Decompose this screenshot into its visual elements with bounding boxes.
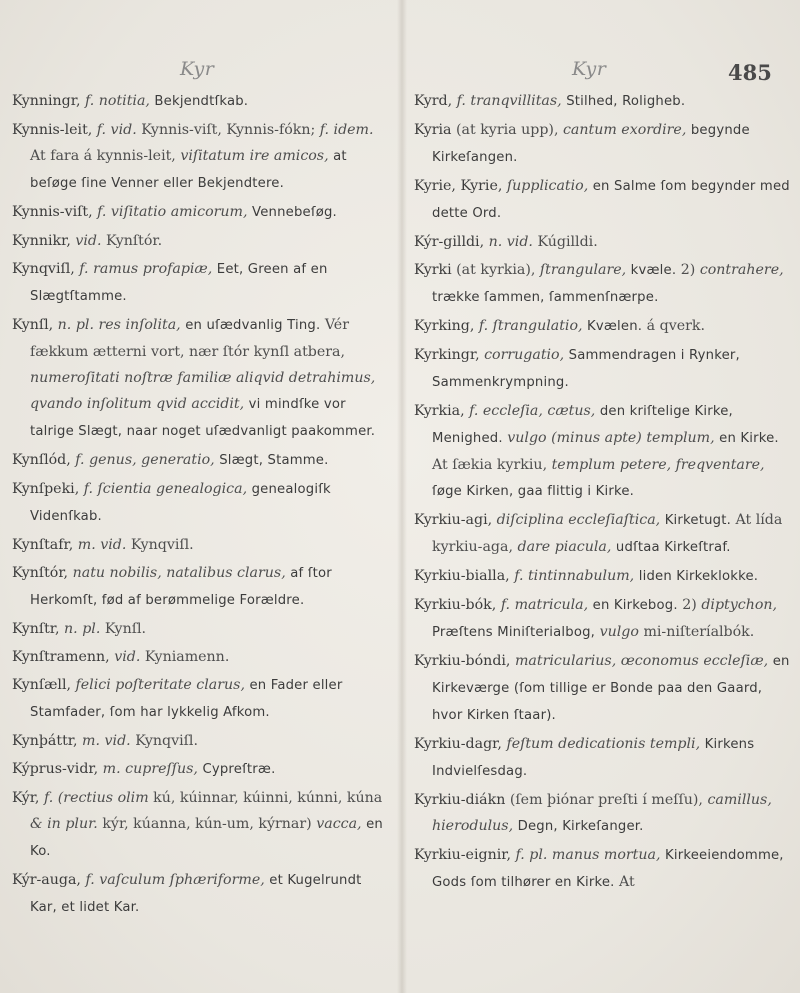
latin-gloss: eccleſia, cætus,: [482, 403, 596, 419]
latin-gloss: (rectius olim: [57, 790, 149, 806]
dictionary-entry: [12, 867, 390, 921]
dictionary-entry: [414, 842, 794, 896]
danish-gloss: en Kirke.: [719, 431, 779, 446]
dictionary-entry: [12, 117, 390, 197]
dictionary-entry: [12, 447, 390, 474]
headword: Kynningr,: [12, 93, 81, 109]
running-head-right: Kyr: [572, 58, 607, 80]
icelandic-text: (at kyria upp),: [456, 122, 559, 138]
icelandic-text: At fara á kynnis-leit,: [30, 148, 176, 164]
headword: Kynſtr,: [12, 621, 60, 637]
grammar-label: f.: [85, 93, 95, 109]
headword: Kyrd,: [414, 93, 453, 109]
latin-gloss: ſtrangulatio,: [492, 318, 583, 334]
danish-gloss: en uſædvanlig Ting.: [185, 318, 321, 333]
cross-reference: Kynqviſl.: [130, 537, 194, 553]
dictionary-entry: [414, 229, 794, 255]
dictionary-entry: [12, 532, 390, 558]
headword: Kyrie, Kyrie,: [414, 178, 503, 194]
latin-gloss: diſciplina eccleſiaſtica,: [496, 512, 661, 528]
dictionary-entry: [414, 398, 794, 505]
headword: Kyrkiu-bóndi,: [414, 653, 511, 669]
grammar-label: f.: [79, 261, 89, 277]
danish-gloss: en Kirkebog.: [592, 598, 678, 613]
icelandic-text: At ſækia kyrkiu,: [432, 457, 548, 473]
running-head-left: Kyr: [180, 58, 215, 80]
danish-gloss: trække ſammen, ſammenſnærpe.: [432, 290, 659, 305]
headword: Kýr-auga,: [12, 872, 81, 888]
grammar-label: f.: [478, 318, 489, 334]
dictionary-entry: [12, 228, 390, 254]
danish-gloss: Kirkens Indvielſesdag.: [432, 737, 755, 779]
dictionary-entry: [414, 313, 794, 340]
grammar-label: f. pl.: [515, 847, 548, 863]
danish-gloss: af ſtor Herkomſt, fød af berømmelige Forældre.: [30, 566, 332, 608]
headword: Kynſlód,: [12, 452, 71, 468]
danish-gloss: Degn, Kirkeſanger.: [517, 819, 644, 834]
dictionary-entry: [414, 592, 794, 646]
latin-gloss: matricula,: [514, 597, 589, 613]
latin-gloss: diptychon,: [701, 597, 778, 613]
danish-gloss: Cypreſtræ.: [202, 762, 276, 777]
headword: Kynſpeki,: [12, 481, 80, 497]
page-gutter: [397, 0, 407, 993]
danish-gloss: Stilhed, Roligheb.: [566, 94, 686, 109]
latin-gloss: ſupplicatio,: [506, 178, 589, 194]
danish-gloss: Vennebeſøg.: [252, 205, 337, 220]
danish-gloss: Kvælen.: [587, 319, 643, 334]
dictionary-entry: [12, 728, 390, 754]
dictionary-entry: [414, 88, 794, 115]
headword: Kynſtór,: [12, 565, 69, 581]
headword: Kyrkiu-diákn: [414, 792, 506, 808]
grammar-label: m. vid.: [77, 537, 127, 553]
danish-gloss: kvæle.: [630, 263, 677, 278]
headword: Kyrki: [414, 262, 452, 278]
grammar-label: vid.: [75, 233, 102, 249]
latin-gloss: corrugatio,: [484, 347, 565, 363]
latin-gloss: manus mortua,: [551, 847, 661, 863]
sense-number: 2): [682, 597, 697, 613]
left-column: [12, 88, 390, 923]
cross-reference: Kynnis-viſt, Kynnis-fókn;: [141, 122, 316, 138]
cross-reference: Kynſtór.: [106, 233, 163, 249]
icelandic-text: At lída kyrkiu-aga,: [432, 512, 783, 555]
danish-gloss: Kirkeeiendomme, Gods ſom tilhører en Kirke.: [432, 848, 784, 890]
latin-gloss: matricularius, œconomus eccleſiæ,: [514, 653, 769, 669]
grammar-label: f.: [469, 403, 479, 419]
danish-gloss: en Ko.: [30, 817, 383, 859]
latin-gloss: notitia,: [98, 93, 150, 109]
grammar-label: m. vid.: [82, 733, 131, 749]
headword: Kynnikr,: [12, 233, 71, 249]
right-column: [414, 88, 794, 898]
icelandic-text: kýr, kúanna, kún-um, kýrnar): [102, 816, 312, 832]
grammar-label: & in plur.: [30, 816, 98, 832]
icelandic-text: mi-niſteríalbók.: [643, 624, 755, 640]
headword: Kynſl,: [12, 317, 54, 333]
latin-gloss: cantum exordire,: [562, 122, 687, 138]
dictionary-entry: [414, 648, 794, 729]
danish-gloss: Præſtens Miniſterialbog,: [432, 625, 596, 640]
headword: Kyrkingr,: [414, 347, 480, 363]
dictionary-entry: [12, 199, 390, 226]
cross-reference: Kúgilldi.: [537, 234, 598, 250]
grammar-label: f. vid.: [96, 122, 137, 138]
latin-gloss: dare piacula,: [517, 539, 612, 555]
danish-gloss: vi mindſke vor talrige Slægt, naar noget uſædvanligt paakommer.: [30, 397, 376, 439]
danish-gloss: Sammendragen i Rynker, Sammenkrympning.: [432, 348, 740, 390]
latin-gloss: vulgo: [599, 624, 639, 640]
latin-gloss: ſcientia genealogica,: [97, 481, 248, 497]
dictionary-entry: [12, 312, 390, 445]
headword: Kýr-gilldi,: [414, 234, 485, 250]
grammar-label: f.: [83, 481, 93, 497]
danish-gloss: en Salme ſom begynder med dette Ord.: [432, 179, 790, 221]
headword: Kyrkiu-bók,: [414, 597, 497, 613]
grammar-label: vid.: [114, 649, 141, 665]
headword: Kynſtramenn,: [12, 649, 110, 665]
dictionary-entry: [12, 785, 390, 865]
icelandic-text: á qverk.: [646, 318, 706, 334]
cross-reference: Kynqviſl.: [135, 733, 198, 749]
icelandic-text: kú, kúinnar, kúinni, kúnni, kúna: [153, 790, 383, 806]
danish-gloss: genealogiſk Videnſkab.: [30, 482, 331, 524]
latin-gloss: natu nobilis, natalibus clarus,: [72, 565, 286, 581]
page-number: 485: [728, 60, 772, 85]
headword: Kýr,: [12, 790, 40, 806]
latin-gloss: vulgo (minus apte) templum,: [507, 430, 715, 446]
headword: Kynþáttr,: [12, 733, 78, 749]
cross-reference: Kynſl.: [104, 621, 147, 637]
latin-gloss: vaſculum ſphæriforme,: [99, 872, 265, 888]
latin-gloss: viſitatio amicorum,: [110, 204, 248, 220]
danish-gloss: den kriſtelige Kirke, Menighed.: [432, 404, 733, 446]
grammar-label: n. vid.: [488, 234, 533, 250]
latin-gloss: camillus, hierodulus,: [432, 792, 772, 834]
latin-gloss: templum petere, freqventare,: [551, 457, 765, 473]
grammar-label: f. idem.: [319, 122, 374, 138]
dictionary-entry: [12, 756, 390, 783]
dictionary-entry: [414, 563, 794, 590]
latin-gloss: genus, generatio,: [89, 452, 215, 468]
cross-reference: Kyniamenn.: [144, 649, 230, 665]
grammar-label: f.: [456, 93, 466, 109]
headword: Kynſæll,: [12, 677, 72, 693]
dictionary-entry: [414, 117, 794, 171]
grammar-label: f.: [75, 452, 85, 468]
dictionary-entry: [12, 560, 390, 614]
latin-gloss: numeroſitati noſtræ familiæ aliqvid detrahimus, qvando inſolitum qvid accidit,: [30, 370, 376, 412]
headword: Kyrkiu-bialla,: [414, 568, 510, 584]
grammar-label: n. pl.: [57, 317, 94, 333]
headword: Kynnis-leit,: [12, 122, 93, 138]
latin-gloss: ramus profapiæ,: [93, 261, 213, 277]
dictionary-entry: [414, 257, 794, 311]
headword: Kyrkiu-eignir,: [414, 847, 511, 863]
grammar-label: f.: [85, 872, 95, 888]
danish-gloss: Bekjendtſkab.: [154, 94, 249, 109]
dictionary-entry: [12, 644, 390, 670]
danish-gloss: udſtaa Kirkeſtraf.: [615, 540, 731, 555]
dictionary-entry: [12, 476, 390, 530]
icelandic-text: (ſem þiónar preſti í meſſu),: [509, 792, 703, 808]
dictionary-entry: [12, 88, 390, 115]
grammar-label: f.: [514, 568, 524, 584]
headword: Kynſtafr,: [12, 537, 74, 553]
headword: Kyrking,: [414, 318, 475, 334]
icelandic-text: Vér fækkum ætterni vort, nær ſtór kynſl atbera,: [30, 317, 349, 360]
danish-gloss: en Fader eller Stamfader, ſom har lykkelig Afkom.: [30, 678, 343, 720]
latin-gloss: viſitatum ire amicos,: [180, 148, 329, 164]
latin-gloss: ſtrangulare,: [539, 262, 627, 278]
danish-gloss: liden Kirkeklokke.: [638, 569, 759, 584]
headword: Kýprus-vidr,: [12, 761, 99, 777]
icelandic-text: (at kyrkia),: [456, 262, 536, 278]
danish-gloss: et Kugelrundt Kar, et lidet Kar.: [30, 873, 362, 915]
latin-gloss: vacca,: [316, 816, 362, 832]
danish-gloss: Eet, Green af en Slægtſtamme.: [30, 262, 328, 304]
grammar-label: n. pl.: [64, 621, 101, 637]
grammar-label: f.: [43, 790, 54, 806]
sense-number: 2): [680, 262, 696, 278]
dictionary-entry: [414, 787, 794, 840]
headword: Kyria: [414, 122, 452, 138]
grammar-label: m.: [102, 761, 121, 777]
grammar-label: f.: [97, 204, 107, 220]
danish-gloss: ſøge Kirken, gaa flittig i Kirke.: [432, 484, 635, 499]
dictionary-entry: [414, 173, 794, 227]
latin-gloss: tintinnabulum,: [527, 568, 635, 584]
danish-gloss: en Kirkeværge (ſom tillige er Bonde paa den Gaard, hvor Kirken ſtaar).: [432, 654, 790, 723]
headword: Kyrkiu-dagr,: [414, 736, 502, 752]
dictionary-entry: [414, 342, 794, 396]
latin-gloss: felici poſteritate clarus,: [75, 677, 245, 693]
grammar-label: f.: [500, 597, 511, 613]
dictionary-entry: [12, 256, 390, 310]
danish-gloss: at beſøge ſine Venner eller Bekjendtere.: [30, 149, 347, 191]
danish-gloss: Slægt, Stamme.: [219, 453, 329, 468]
headword: Kynnis-viſt,: [12, 204, 93, 220]
latin-gloss: cupreſſus,: [125, 761, 198, 777]
dictionary-entry: [12, 672, 390, 726]
latin-gloss: res inſolita,: [98, 317, 181, 333]
latin-gloss: tranqvillitas,: [470, 93, 562, 109]
danish-gloss: begynde Kirkeſangen.: [432, 123, 750, 165]
headword: Kynqviſl,: [12, 261, 75, 277]
dictionary-entry: [414, 731, 794, 785]
headword: Kyrkiu-agi,: [414, 512, 493, 528]
continuation-text: At: [619, 874, 635, 890]
dictionary-entry: [414, 507, 794, 561]
danish-gloss: Kirketugt.: [664, 513, 731, 528]
latin-gloss: contrahere,: [699, 262, 784, 278]
latin-gloss: feſtum dedicationis templi,: [506, 736, 701, 752]
headword: Kyrkia,: [414, 403, 465, 419]
dictionary-entry: [12, 616, 390, 642]
